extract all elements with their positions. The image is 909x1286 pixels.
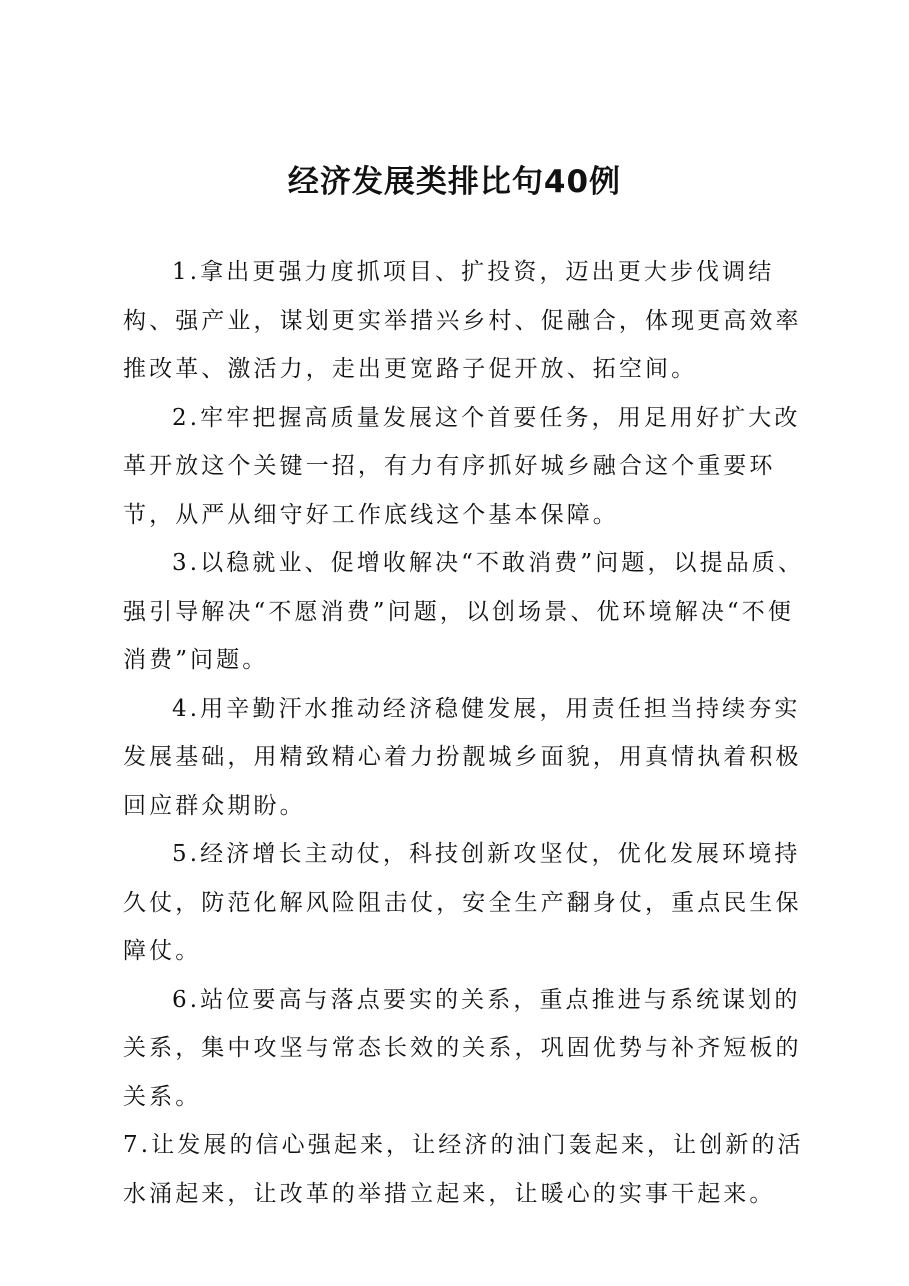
- paragraph-7: 7.让发展的信心强起来，让经济的油门轰起来，让创新的活水涌起来，让改革的举措立起来，让暖心的实事干起来。: [123, 1132, 804, 1207]
- paragraph-5: 5.经济增长主动仗，科技创新攻坚仗，优化发展环境持久仗，防范化解风险阻击仗，安全生产翻身仗，重点民生保障仗。: [123, 841, 802, 964]
- paragraph-3: 3.以稳就业、促增收解决“不敢消费”问题，以提品质、强引导解决“不愿消费”问题，以创场景、优环境解决“不便消费”问题。: [123, 550, 805, 673]
- paragraph-1: 1.拿出更强力度抓项目、扩投资，迈出更大步伐调结构、强产业，谋划更实举措兴乡村、促融合，体现更高效率推改革、激活力，走出更宽路子促开放、拓空间。: [123, 259, 802, 382]
- paragraph-2: 2.牢牢把握高质量发展这个首要任务，用足用好扩大改革开放这个关键一招，有力有序抓好城乡融合这个重要环节，从严从细守好工作底线这个基本保障。: [123, 404, 801, 528]
- paragraph-4: 4.用辛勤汗水推动经济稳健发展，用责任担当持续夯实发展基础，用精致精心着力扮靓城乡面貌，用真情执着积极回应群众期盼。: [123, 695, 802, 819]
- paragraph-6: 6.站位要高与落点要实的关系，重点推进与系统谋划的关系，集中攻坚与常态长效的关系，巩固优势与补齐短板的关系。: [123, 986, 802, 1110]
- document-body: [123, 248, 809, 1218]
- document-title: 经济发展类排比句40例: [287, 164, 622, 200]
